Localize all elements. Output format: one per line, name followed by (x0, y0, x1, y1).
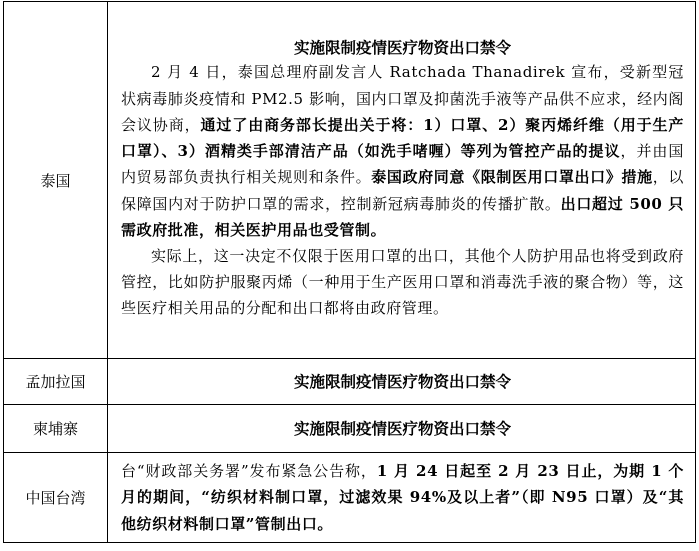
text-segment: ，并由国内贸易部负责执行相关规则和条件。 (121, 142, 685, 187)
row-heading: 实施限制疫情医疗物资出口禁令 (293, 38, 511, 58)
text-segment: ，以保障国内对于防护口罩的需求，控制新冠病毒肺炎的传播扩散。 (121, 168, 684, 213)
content-cell (108, 453, 696, 543)
table-row-thailand (4, 2, 696, 359)
country-cell: 孟加拉国 (4, 359, 108, 405)
table-row-bangladesh (4, 359, 696, 405)
paragraph-details: 实际上，这一决定不仅限于医用口罩的出口，其他个人防护用品也将受到政府管控，比如防护服聚丙烯（一种用于生产医用口罩和消毒洗手液的聚合物）等，这些医疗相关用品的分配和出口都将由政府管理。 (121, 246, 684, 318)
table-row-cambodia (4, 405, 696, 453)
content-cell (108, 2, 696, 359)
text-segment: 2 月 4 日，泰国总理府副发言人 Ratchada Thanadirek 宣布，受新型冠状病毒肺炎疫情和 PM2.5 影响，国内口罩及抑菌洗手液等产品供不应求，经内阁会议协商， (121, 63, 684, 134)
row-heading: 实施限制疫情医疗物资出口禁令 (293, 371, 511, 391)
country-cell: 柬埔寨 (4, 405, 108, 453)
bold-segment: 1 月 24 日起至 2 月 23 日止，为期 1 个月的期间，“纺织材料制口罩，过滤效果 94%及以上者”（即 N95 口罩）及“其他纺织材料制口罩”管制出口。 (121, 462, 684, 533)
country-cell: 中国台湾 (4, 453, 108, 543)
row-heading: 实施限制疫情医疗物资出口禁令 (293, 418, 511, 438)
bold-segment: 通过了由商务部长提出关于将：1）口罩、2）聚丙烯纤维（用于生产口罩）、3）酒精类手部清洁产品（如洗手啫喱）等列为管控产品的提议 (121, 115, 684, 161)
content-cell (108, 405, 696, 453)
text-segment: 台“财政部关务署”发布紧急公告称， (121, 462, 377, 481)
paragraph-announcement (121, 59, 684, 242)
bold-segment: 泰国政府同意《限制医用口罩出口》措施 (371, 168, 653, 187)
bold-segment: 出口超过 500 只需政府批准，相关医护用品也受管制。 (121, 194, 684, 239)
country-cell: 泰国 (4, 2, 108, 359)
content-cell (108, 359, 696, 405)
export-ban-table (3, 1, 696, 543)
table-row-taiwan (4, 453, 696, 543)
paragraph-announcement (121, 458, 684, 537)
